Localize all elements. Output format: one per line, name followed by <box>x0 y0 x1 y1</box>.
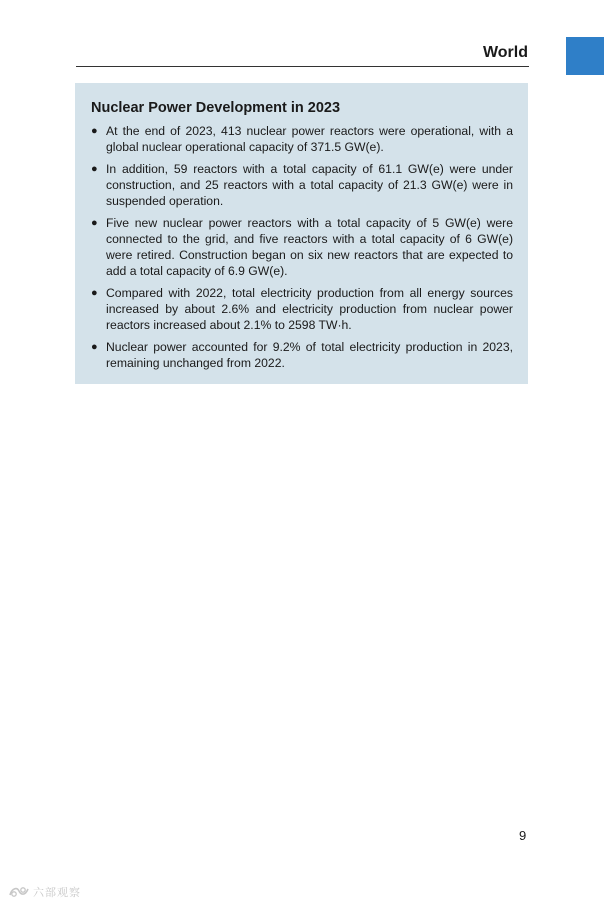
section-tab-marker <box>566 37 604 75</box>
box-title: Nuclear Power Development in 2023 <box>91 100 341 116</box>
watermark-text: 六部观察 <box>33 887 81 899</box>
bullet-item <box>91 339 513 371</box>
bullet-dot-icon: ● <box>91 287 98 299</box>
bullet-item <box>91 123 513 155</box>
bullet-text: Compared with 2022, total electricity production from all energy sources increased by about 2.6% and electricity production from nuclear power reactors increased about 2.1% to 2598 TW·h. <box>106 286 513 332</box>
bullet-text: Nuclear power accounted for 9.2% of total electricity production in 2023, remaining unchanged from 2022. <box>106 340 513 370</box>
watermark-logo-icon <box>8 885 30 899</box>
bullet-text: Five new nuclear power reactors with a total capacity of 5 GW(e) were connected to the grid, and five reactors with a total capacity of 6 GW(e) were retired. Construction began on six new reactors that are expected to add a total capacity of 6.9 GW(e). <box>106 216 513 278</box>
bullet-text: At the end of 2023, 413 nuclear power reactors were operational, with a global nuclear operational capacity of 371.5 GW(e). <box>106 124 513 154</box>
bullet-dot-icon: ● <box>91 341 98 353</box>
bullet-list <box>91 123 513 371</box>
watermark <box>8 884 81 900</box>
bullet-item <box>91 285 513 333</box>
page-number: 9 <box>519 828 527 843</box>
bullet-text: In addition, 59 reactors with a total capacity of 61.1 GW(e) were under construction, and 25 reactors with a total capacity of 21.3 GW(e) were in suspended operation. <box>106 162 513 208</box>
bullet-dot-icon: ● <box>91 125 98 137</box>
section-title: World <box>482 44 528 61</box>
bullet-item <box>91 215 513 279</box>
header-divider <box>76 66 529 67</box>
info-box <box>75 83 528 384</box>
bullet-dot-icon: ● <box>91 163 98 175</box>
bullet-item <box>91 161 513 209</box>
bullet-dot-icon: ● <box>91 217 98 229</box>
